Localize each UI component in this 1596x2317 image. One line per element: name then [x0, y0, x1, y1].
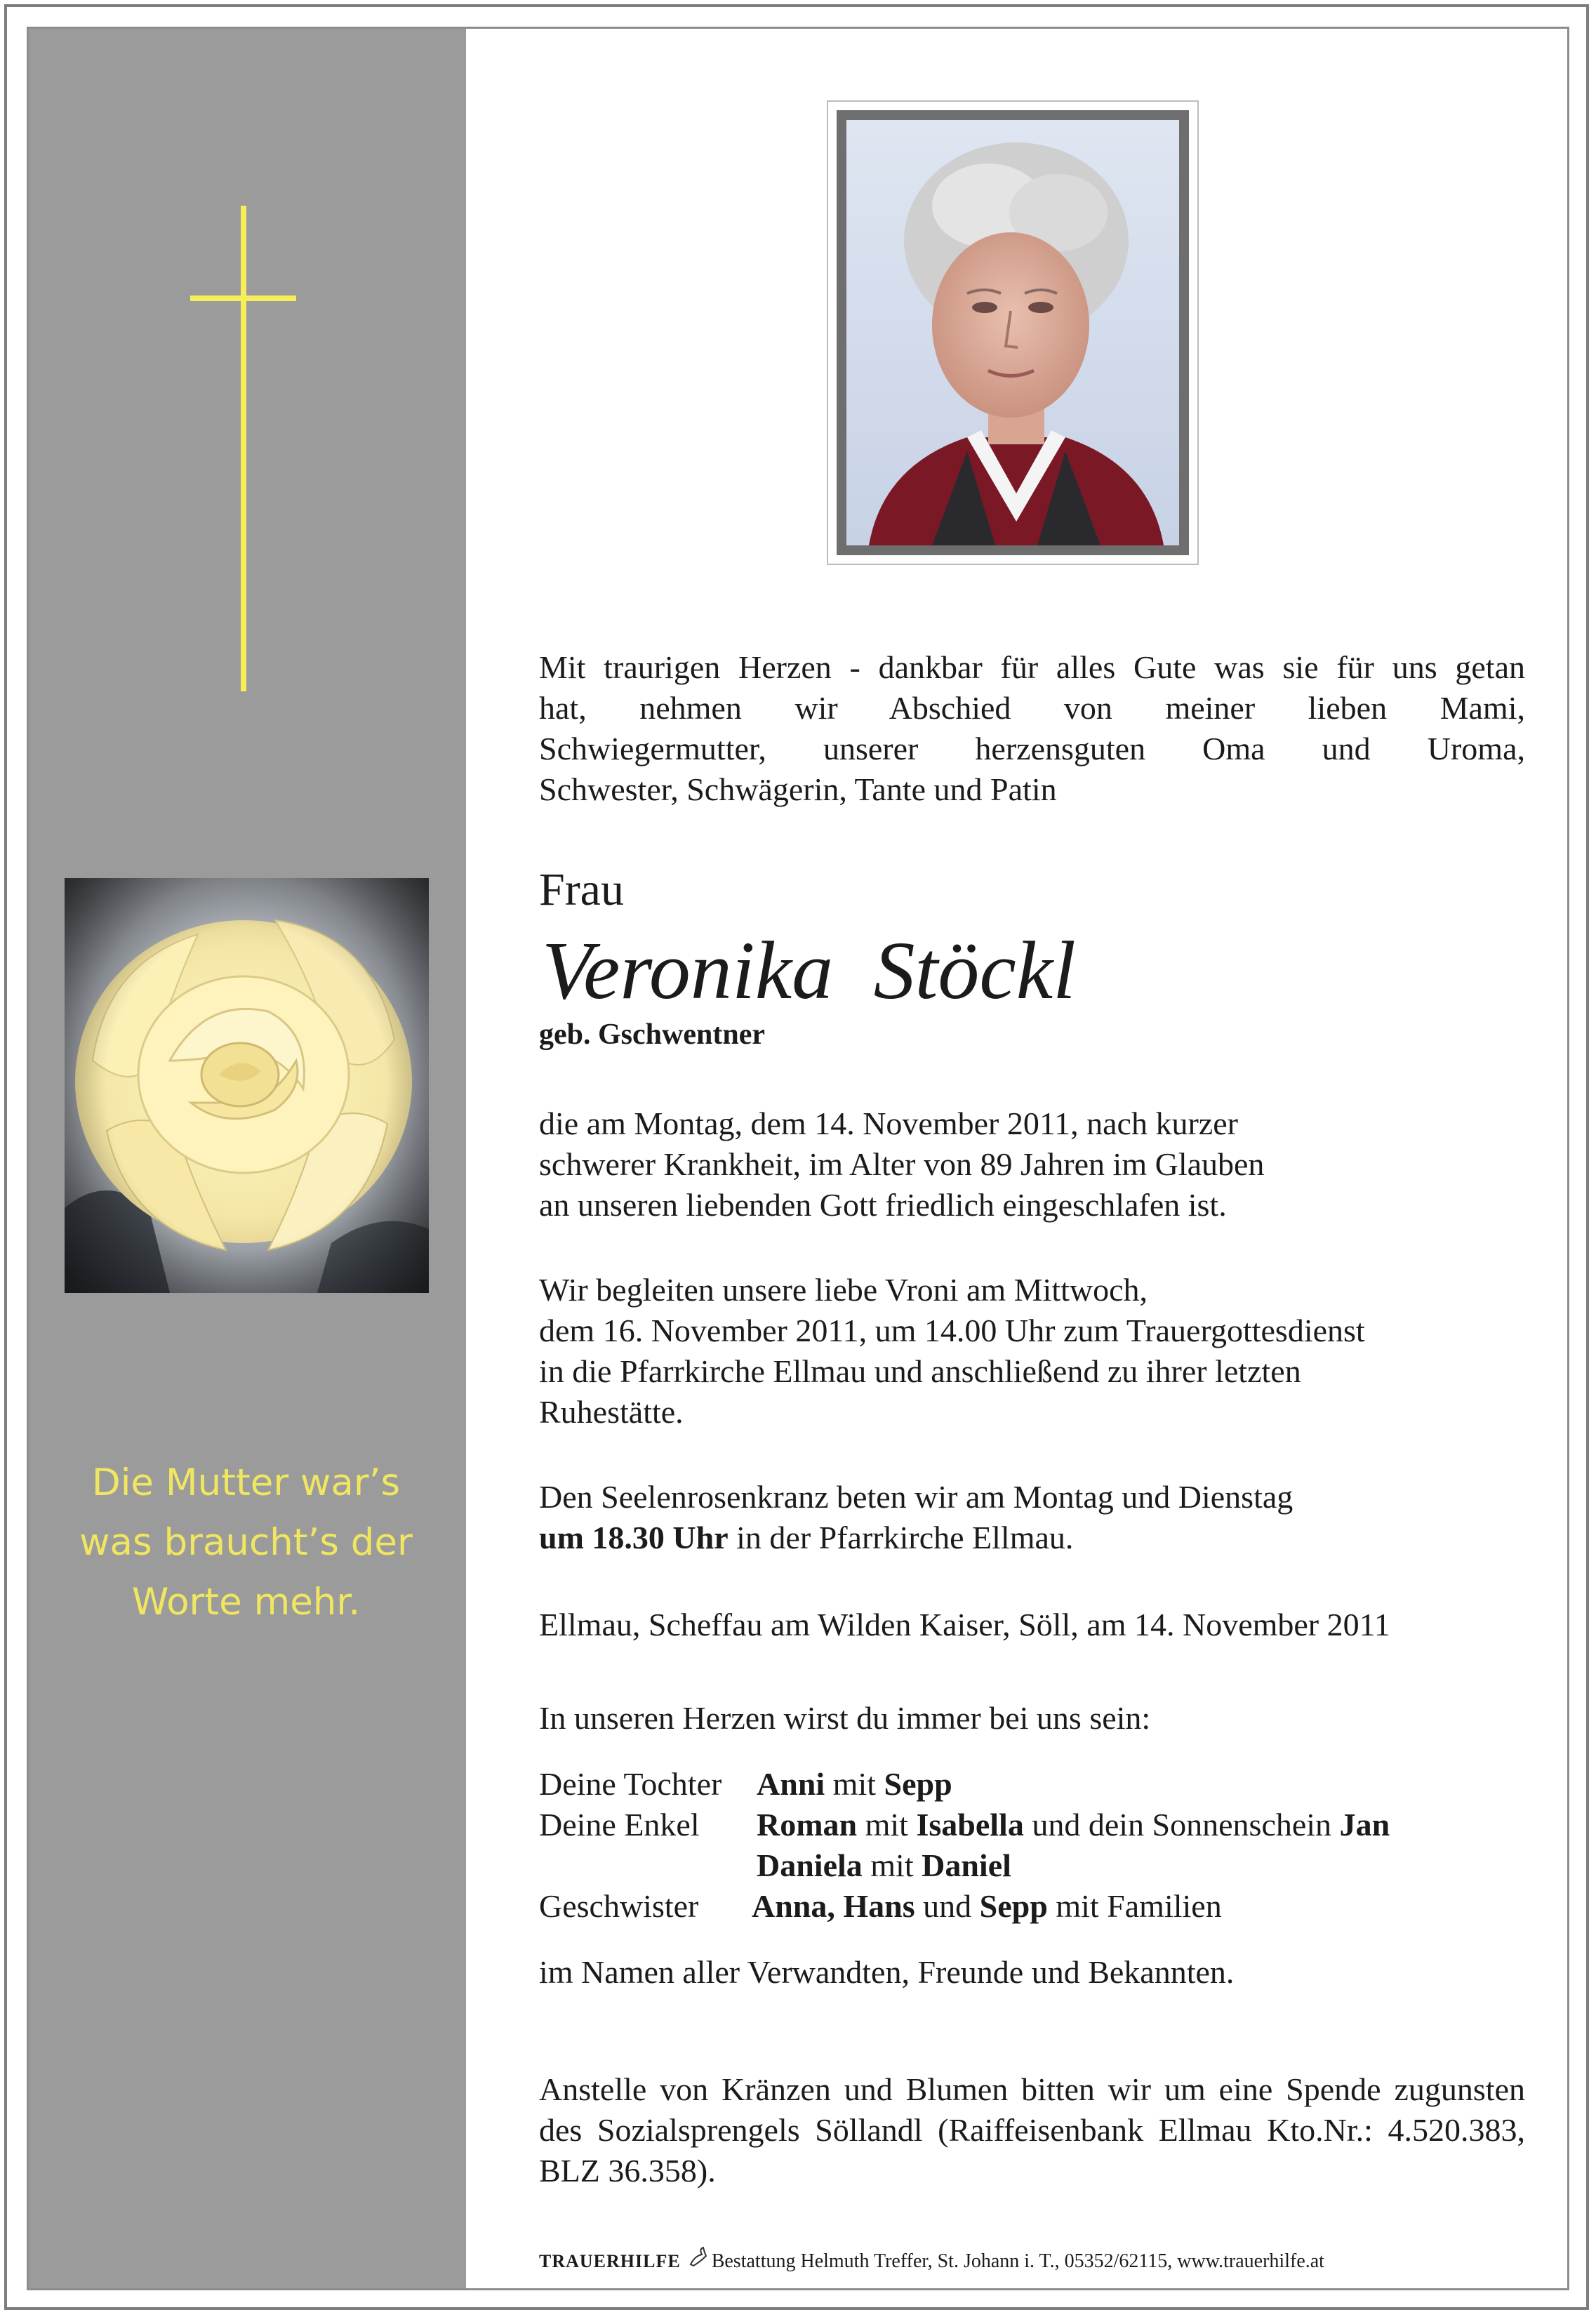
name-bold: Jan — [1339, 1807, 1390, 1843]
family-row-siblings — [539, 1886, 1525, 1927]
connector: und — [915, 1888, 980, 1924]
intro-line: hat, nehmen wir Abschied von meiner lieben Mami, — [539, 690, 1525, 726]
donation-line: BLZ 36.358). — [539, 2153, 716, 2189]
connector: und dein Sonnenschein — [1023, 1807, 1340, 1843]
family-row-grandchildren-2 — [539, 1845, 1525, 1886]
cross-icon — [241, 206, 246, 691]
intro-line: Mit traurigen Herzen - dankbar für alles Gute was sie für uns getan — [539, 649, 1525, 685]
death-line: schwerer Krankheit, im Alter von 89 Jahren im Glauben — [539, 1146, 1265, 1182]
funeral-notice — [539, 1270, 1525, 1433]
family-label: Geschwister — [539, 1888, 699, 1924]
family-names — [757, 1845, 1011, 1886]
salutation: Frau — [539, 864, 624, 915]
funeral-line: Wir begleiten unsere liebe Vroni am Mittwoch, — [539, 1272, 1148, 1308]
rosary-time: um 18.30 Uhr — [539, 1520, 729, 1555]
donation-line: Anstelle von Kränzen und Blumen bitten wir um eine Spende zugunsten — [539, 2071, 1525, 2107]
name-bold: Sepp — [884, 1766, 952, 1802]
connector: mit — [825, 1766, 884, 1802]
family-row-daughter — [539, 1764, 1525, 1805]
footer-text: Bestattung Helmuth Treffer, St. Johann i. T., 05352/62115, www.trauerhilfe.at — [711, 2250, 1324, 2272]
name-bold: Roman — [757, 1807, 858, 1843]
name-bold: Daniela — [757, 1847, 863, 1883]
rose-image — [65, 878, 429, 1293]
dove-icon — [688, 2246, 707, 2270]
footer — [539, 2246, 1324, 2274]
connector: mit Familien — [1047, 1888, 1222, 1924]
family-names — [752, 1886, 1222, 1927]
maiden-name: geb. Gschwentner — [539, 1018, 765, 1051]
intro-line: Schwester, Schwägerin, Tante und Patin — [539, 771, 1057, 807]
rosary-line — [539, 1518, 1525, 1558]
connector: mit — [857, 1807, 917, 1843]
place-date — [539, 1605, 1525, 1645]
family-names — [757, 1764, 952, 1805]
name-bold: Anni — [757, 1766, 825, 1802]
footer-brand: TRAUERHILFE — [539, 2251, 681, 2271]
portrait-photo — [827, 100, 1199, 565]
rosary-location: in der Pfarrkirche Ellmau. — [728, 1520, 1074, 1555]
death-line: die am Montag, dem 14. November 2011, nach kurzer — [539, 1106, 1238, 1141]
name-bold: Sepp — [979, 1888, 1048, 1924]
family-label: Deine Tochter — [539, 1766, 722, 1802]
funeral-line: dem 16. November 2011, um 14.00 Uhr zum Trauergottesdienst — [539, 1313, 1365, 1348]
funeral-line: Ruhestätte. — [539, 1394, 684, 1430]
name-bold: Anna, Hans — [752, 1888, 915, 1924]
intro-line: Schwiegermutter, unserer herzensguten Oma und Uroma, — [539, 731, 1525, 766]
deceased-name: Veronika Stöckl — [542, 924, 1076, 1016]
family-names — [757, 1805, 1390, 1845]
rosary-notice — [539, 1477, 1525, 1558]
death-notice — [539, 1103, 1525, 1226]
family-label: Deine Enkel — [539, 1807, 700, 1843]
connector: mit — [862, 1847, 922, 1883]
hearts-line — [539, 1698, 1525, 1739]
place-date-line: Ellmau, Scheffau am Wilden Kaiser, Söll, am 14. November 2011 — [539, 1607, 1390, 1642]
family-list — [539, 1764, 1525, 1927]
intro-text — [539, 647, 1525, 810]
donation-request — [539, 2069, 1525, 2191]
closing-line: im Namen aller Verwandten, Freunde und Bekannten. — [539, 1954, 1235, 1990]
rosary-line: Den Seelenrosenkranz beten wir am Montag und Dienstag — [539, 1479, 1294, 1515]
quote-line: Worte mehr. — [131, 1581, 361, 1624]
hearts-text: In unseren Herzen wirst du immer bei uns sein: — [539, 1700, 1151, 1736]
memorial-quote — [53, 1453, 439, 1632]
quote-line: Die Mutter war’s — [91, 1461, 401, 1504]
death-line: an unseren liebenden Gott friedlich eingeschlafen ist. — [539, 1187, 1227, 1223]
funeral-line: in die Pfarrkirche Ellmau und anschließend zu ihrer letzten — [539, 1353, 1301, 1389]
family-row-grandchildren — [539, 1805, 1525, 1845]
quote-line: was braucht’s der — [79, 1521, 413, 1564]
name-bold: Daniel — [922, 1847, 1011, 1883]
closing — [539, 1952, 1525, 1993]
name-bold: Isabella — [916, 1807, 1024, 1843]
cross-icon-bar — [190, 296, 296, 301]
donation-line: des Sozialsprengels Söllandl (Raiffeisenbank Ellmau Kto.Nr.: 4.520.383, — [539, 2112, 1525, 2148]
